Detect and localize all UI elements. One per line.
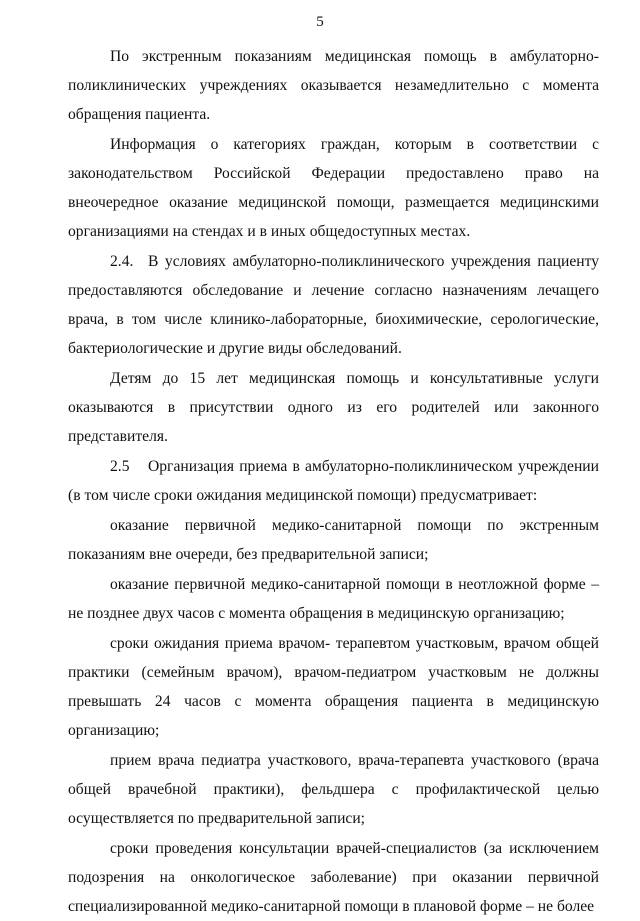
paragraph-text: В условиях амбулаторно-поликлинического учреждения пациенту предоставляются обследование и лечение согласно назначениям лечащего врача, в том числе клинико-лабораторные, биохимические, серологические, бактериологические и другие виды обследований. (68, 253, 599, 357)
paragraph (68, 42, 599, 129)
paragraph-text: оказание первичной медико-санитарной помощи в неотложной форме – не позднее двух часов с момента обращения в медицинскую организацию; (68, 576, 599, 622)
page-number: 5 (316, 14, 324, 30)
paragraph (68, 746, 599, 833)
paragraph (68, 130, 599, 246)
paragraph (68, 364, 599, 451)
paragraph (68, 570, 599, 628)
section-number: 2.4. (110, 253, 134, 270)
paragraph-text: Организация приема в амбулаторно-поликлиническом учреждении (в том числе сроки ожидания медицинской помощи) предусматривает: (68, 458, 599, 504)
section-number: 2.5 (110, 458, 130, 475)
paragraph (68, 452, 599, 510)
paragraph (68, 511, 599, 569)
paragraph-text: сроки ожидания приема врачом- терапевтом участковым, врачом общей практики (семейным врачом), врачом-педиатром участковым не должны превышать 24 часов с момента обращения пациента в медицинскую организацию; (68, 635, 599, 739)
paragraph-text: сроки проведения консультации врачей-специалистов (за исключением подозрения на онкологическое заболевание) при оказании первичной специализированной медико-санитарной помощи в плановой форме – не более (68, 840, 599, 915)
paragraph (68, 247, 599, 363)
paragraph-text: прием врача педиатра участкового, врача-терапевта участкового (врача общей врачебной практики), фельдшера с профилактической целью осуществляется по предварительной записи; (68, 752, 599, 827)
paragraph (68, 834, 599, 921)
paragraph (68, 629, 599, 745)
paragraph-text: оказание первичной медико-санитарной помощи по экстренным показаниям вне очереди, без предварительной записи; (68, 517, 599, 563)
paragraph-text: Детям до 15 лет медицинская помощь и консультативные услуги оказываются в присутствии одного из его родителей или законного представителя. (68, 370, 599, 445)
paragraph-text: Информация о категориях граждан, которым в соответствии с законодательством Российской Федерации предоставлено право на внеочередное оказание медицинской помощи, размещается медицинскими организациями на стендах и в иных общедоступных местах. (68, 136, 599, 240)
document-body (68, 42, 599, 921)
paragraph-text: По экстренным показаниям медицинская помощь в амбулаторно-поликлинических учреждениях оказывается незамедлительно с момента обращения пациента. (68, 48, 599, 123)
